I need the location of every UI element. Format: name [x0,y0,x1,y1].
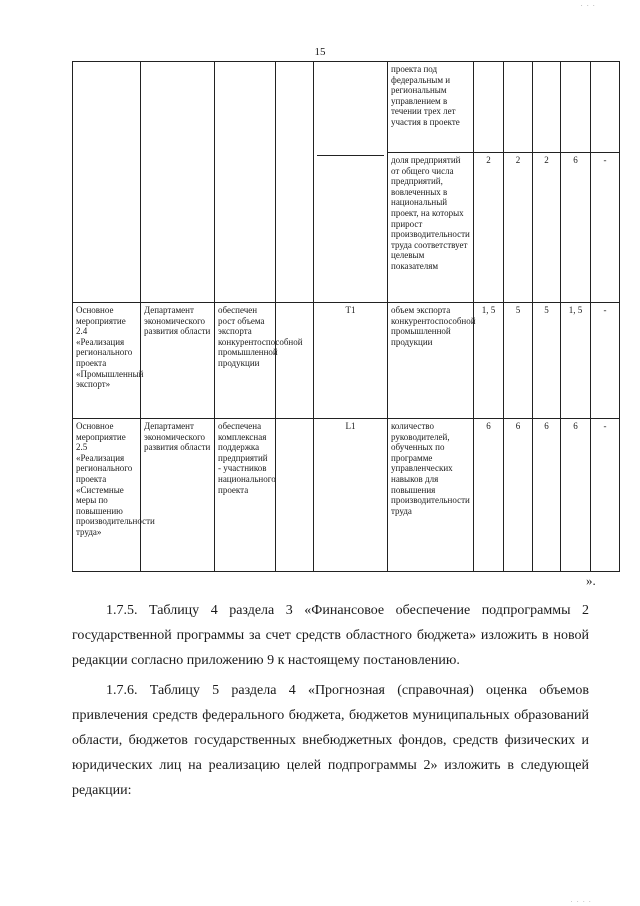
empty-cell [276,303,314,419]
value-cell [591,62,620,153]
value-cell: 6 [561,153,591,303]
code-cell-upper [317,64,384,156]
value-cell: 6 [561,419,591,572]
indicator-cell: доля предприятий от общего числа предприятий, вовлеченных в национальный проект, на которых прирост производительности труда соответствует целевым показателям [388,153,474,303]
value-cell: 2 [474,153,504,303]
indicator-cell: количество руководителей, обученных по программе управленческих навыков для повышения производительности труда [388,419,474,572]
scan-bottom-mark: · · · · [570,898,592,906]
value-cell: 1, 5 [474,303,504,419]
empty-cell [276,419,314,572]
table-row [73,303,620,419]
table-row [73,62,620,153]
value-cell: 2 [504,153,533,303]
value-cell [504,62,533,153]
value-cell: 6 [474,419,504,572]
table-row [73,419,620,572]
indicator-cell: проекта под федеральным и региональным управлением в течении трех лет участия в проекте [388,62,474,153]
result-cell: обеспечен рост объема экспорта конкурентоспособной промышленной продукции [215,303,276,419]
code-cell: T1 [314,303,388,419]
measure-cell: Основное мероприятие 2.5 «Реализация регионального проекта «Системные меры по повышению производительности труда» [73,419,141,572]
value-cell: 5 [504,303,533,419]
paragraph-1-7-6: 1.7.6. Таблицу 5 раздела 4 «Прогнозная (справочная) оценка объемов привлечения средств федерального бюджета, бюджетов муниципальных образований области, бюджетов государственных внебюджетных фондов, средств физических и юридических лиц на реализацию целей подпрограммы 2» изложить в следующей редакции: [72,683,589,798]
measure-cell: Основное мероприятие 2.4 «Реализация регионального проекта «Промышленный экспорт» [73,303,141,419]
indicator-cell: объем экспорта конкурентоспособной промышленной продукции [388,303,474,419]
value-cell: 1, 5 [561,303,591,419]
scan-corner-mark: · · · [580,2,596,10]
value-cell: 5 [533,303,561,419]
table-closing-quote: ». [586,573,596,588]
indicators-table [72,61,620,572]
value-cell: - [591,419,620,572]
result-cell [215,62,276,303]
paragraph-1-7-5: 1.7.5. Таблицу 4 раздела 3 «Финансовое обеспечение подпрограммы 2 государственной программы за счет средств областного бюджета» изложить в новой редакции согласно приложению 9 к настоящему постановлению. [72,603,589,668]
value-cell: - [591,303,620,419]
result-cell: обеспечена комплексная поддержка предприятий - участников национального проекта [215,419,276,572]
executor-cell [141,62,215,303]
value-cell [561,62,591,153]
executor-cell: Департамент экономического развития области [141,303,215,419]
page-number: 15 [314,46,326,58]
value-cell: 6 [533,419,561,572]
executor-cell: Департамент экономического развития области [141,419,215,572]
code-cell: L1 [314,419,388,572]
measure-cell [73,62,141,303]
value-cell: 2 [533,153,561,303]
value-cell [533,62,561,153]
value-cell: 6 [504,419,533,572]
value-cell [474,62,504,153]
code-cell [314,62,388,303]
value-cell: - [591,153,620,303]
empty-cell [276,62,314,303]
